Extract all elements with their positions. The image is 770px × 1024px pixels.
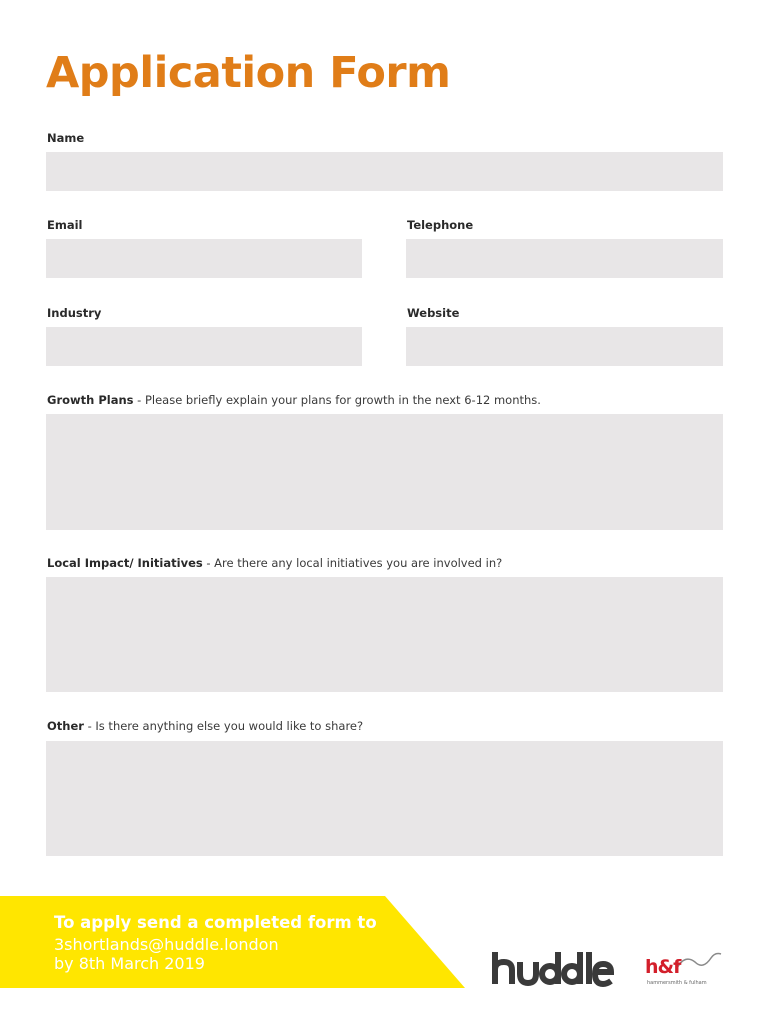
growth-plans-textarea[interactable] [46,414,723,530]
huddle-logo-mark [490,948,615,988]
industry-field[interactable] [46,327,362,366]
name-label: Name [47,131,85,145]
huddle-logo [490,948,615,993]
page-title: Application Form [46,48,451,98]
telephone-field[interactable] [406,239,723,278]
footer-email: 3shortlands@huddle.london [54,935,279,954]
other-label: Other - Is there anything else you would like to share? [47,719,364,733]
website-field[interactable] [406,327,723,366]
name-field[interactable] [46,152,723,191]
industry-label: Industry [47,306,102,320]
local-impact-textarea[interactable] [46,577,723,692]
email-label: Email [47,218,83,232]
footer-instructions [54,911,377,973]
hf-logo-text: h&f [645,956,681,978]
footer-deadline: by 8th March 2019 [54,954,205,973]
local-impact-label: Local Impact/ Initiatives - Are there any local initiatives you are involved in? [47,556,503,570]
hf-swoosh-icon [675,950,723,972]
footer-heading: To apply send a completed form to [54,913,377,932]
hf-logo-subtitle: hammersmith & fulham [647,980,707,986]
website-label: Website [407,306,460,320]
growth-plans-label: Growth Plans - Please briefly explain your plans for growth in the next 6-12 months. [47,393,541,407]
email-field[interactable] [46,239,362,278]
telephone-label: Telephone [407,218,474,232]
other-textarea[interactable] [46,741,723,856]
hf-logo [645,950,735,990]
